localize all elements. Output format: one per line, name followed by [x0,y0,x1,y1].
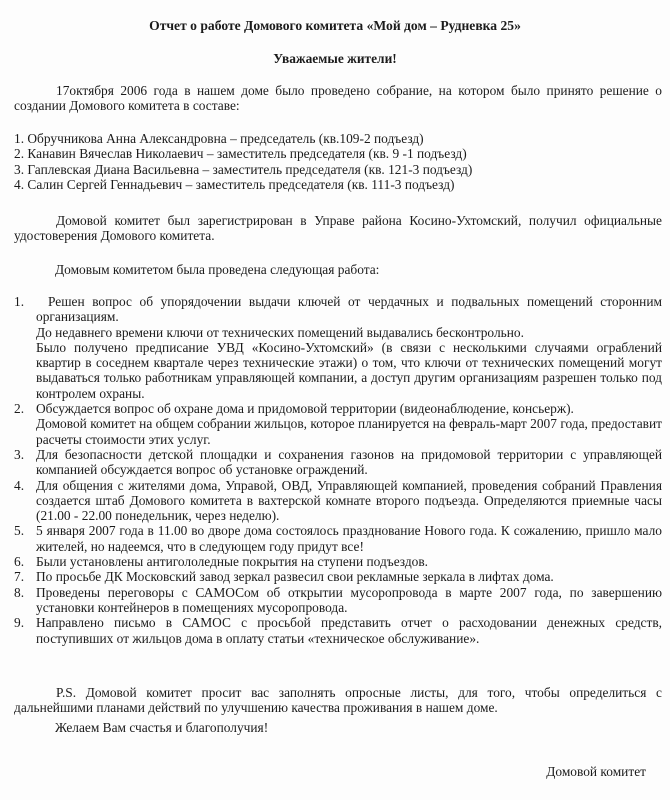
work-item [14,294,662,401]
item-text: Решен вопрос об упорядочении выдачи ключей от чердачных и подвальных помещений сторонним организациям. [36,294,662,325]
item-number: 9. [14,615,25,631]
ps-text: P.S. Домовой комитет просит вас заполнять опросные листы, для того, чтобы определиться с дальнейшими планами действий по улучшению качества проживания в нашем доме. [14,685,662,716]
work-item [14,523,662,554]
item-text: По просьбе ДК Московский завод зеркал развесил свои рекламные зеркала в лифтах дома. [36,569,554,585]
work-item [14,585,662,616]
signature: Домовой комитет [546,764,646,779]
item-text: До недавнего времени ключи от технических помещений выдавались бесконтрольно. [36,324,524,340]
item-number: 5. [14,523,25,539]
greeting: Уважаемые жители! [273,51,397,66]
item-number: 4. [14,477,25,493]
member-line: 1. Обручникова Анна Александровна – председатель (кв.109-2 подъезд) [14,131,424,146]
work-item [14,478,662,524]
work-item [14,554,662,569]
wish-line: Желаем Вам счастья и благополучия! [55,720,269,735]
item-number: 2. [14,401,25,417]
item-number: 3. [14,446,25,462]
work-item [14,569,662,584]
registration-text: Домовой комитет был зарегистрирован в Управе района Косино-Ухтомский, получил официальные удостоверения Домового комитета. [14,213,662,244]
intro-text: 17октября 2006 года в нашем доме было проведено собрание, на котором было принято решение о создании Домового комитета в составе: [14,83,662,114]
work-item [14,447,662,478]
item-text: Домовой комитет на общем собрании жильцов, которое планируется на февраль-март 2007 года, предоставит расчеты стоимости этих услуг. [36,416,662,447]
work-item [14,615,662,646]
member-line: 3. Гаплевская Диана Васильевна – заместитель председателя (кв. 121-3 подъезд) [14,161,473,177]
document-title: Отчет о работе Домового комитета «Мой дом – Рудневка 25» [149,18,521,33]
item-number: 8. [14,584,25,600]
work-item [14,401,662,447]
ps-paragraph [14,685,662,716]
committee-members-list [14,131,662,192]
item-text: Проведены переговоры с САМОСом об открытии мусоропровода в марте 2007 года, по завершению установки контейнеров в помещениях мусоропровода. [36,584,662,615]
item-text: Обсуждается вопрос об охране дома и придомовой территории (видеонаблюдение, консьерж). [36,401,574,417]
work-heading: Домовым комитетом была проведена следующая работа: [55,262,380,277]
work-items-list [14,294,662,646]
item-number: 6. [14,554,25,570]
item-number: 7. [14,569,25,585]
item-number: 1. [14,294,25,309]
item-text: Для безопасности детской площадки и сохранения газонов на придомовой территории с управляющей компанией обсуждается вопрос об установке ограждений. [36,446,662,478]
item-text: Было получено предписание УВД «Косино-Ухтомский» (в связи с несколькими случаями ограблений квартир в соседнем квартале через технические этажи) о том, что ключи от технических помещений могут выдаваться только работникам управляющей компании, а доступ другим организациям разрешен только под контролем охраны. [36,339,662,401]
intro-paragraph [14,83,662,114]
registration-paragraph [14,213,662,244]
item-text: Направлено письмо в САМОС с просьбой представить отчет о расходовании денежных средств, поступивших от жильцов дома в оплату статьи «техническое обслуживание». [36,615,662,646]
item-text: Для общения с жителями дома, Управой, ОВД, Управляющей компанией, проведения собраний Правления создается штаб Домового комитета в вахтерской комнате второго подъезда. Определяются приемные часы (21.00 - 22.00 понедельник, через неделю). [36,477,662,524]
member-line: 4. Салин Сергей Геннадьевич – заместитель председателя (кв. 111-3 подъезд) [14,176,455,192]
member-line: 2. Канавин Вячеслав Николаевич – заместитель председателя (кв. 9 -1 подъезд) [14,146,467,162]
item-text: 5 января 2007 года в 11.00 во дворе дома состоялось празднование Нового года. К сожалению, пришло мало жителей, но надеемся, что в следующем году придут все! [36,523,662,554]
item-text: Были установлены антигололедные покрытия на ступени подъездов. [36,554,429,570]
